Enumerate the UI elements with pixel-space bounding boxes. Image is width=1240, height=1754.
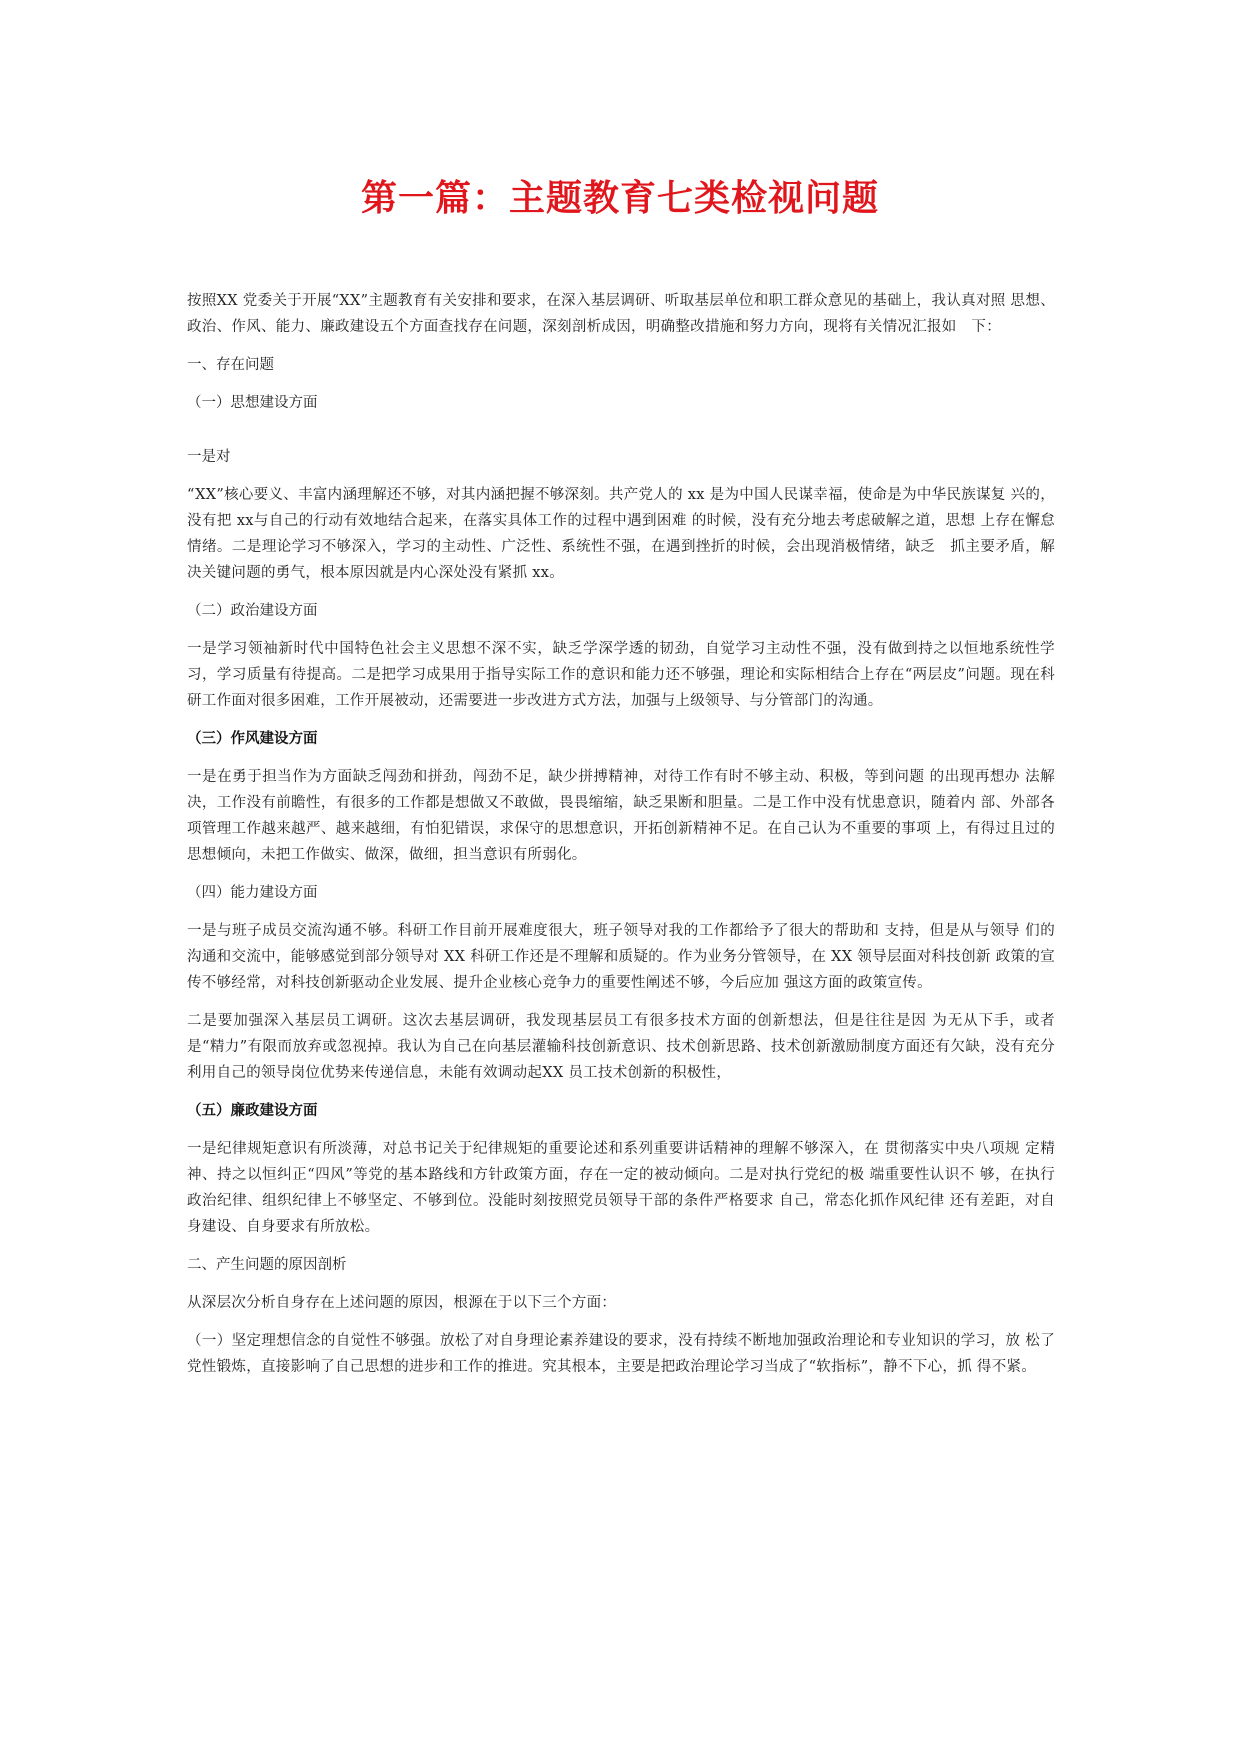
paragraph-ability-2: 二是要加强深入基层员工调研。这次去基层调研，我发现基层员工有很多技术方面的创新想法，但是往往是因 为无从下手，或者是“精力”有限而放弃或忽视掉。我认为自己在向基层灌输科技创新意识、技术创新思路、技术创新激励制度方面还有欠缺，没有充分利用自己的领导岗位优势来传递信息，未能有效调动起XX 员工技术创新的积极性， [187, 1013, 1055, 1081]
subsection-heading-ability: （四）能力建设方面 [187, 885, 318, 901]
document-body [187, 288, 1055, 1392]
paragraph-integrity: 一是纪律规矩意识有所淡薄，对总书记关于纪律规矩的重要论述和系列重要讲话精神的理解不够深入，在 贯彻落实中央八项规 定精神、持之以恒纠正“四风”等党的基本路线和方针政策方面，存在一定的被动倾向。二是对执行党纪的极 端重要性认识不 够，在执行政治纪律、组织纪律上不够坚定、不够到位。没能时刻按照党员领导干部的条件严格要求 自己，常态化抓作风纪律 还有差距，对自身建设、自身要求有所放松。 [187, 1141, 1055, 1235]
subsection-heading-politics: （二）政治建设方面 [187, 603, 318, 619]
paragraph-politics: 一是学习领袖新时代中国特色社会主义思想不深不实，缺乏学深学透的韧劲，自觉学习主动性不强，没有做到持之以恒地系统性学习，学习质量有待提高。二是把学习成果用于指导实际工作的意识和能力还不够强，理论和实际相结合上存在“两层皮”问题。现在科研工作面对很多困难，工作开展被动，还需要进一步改进方式方法，加强与上级领导、与分管部门的沟通。 [187, 641, 1055, 709]
subsection-heading-ideology: （一）思想建设方面 [187, 395, 318, 411]
paragraph-ability-1: 一是与班子成员交流沟通不够。科研工作目前开展难度很大，班子领导对我的工作都给予了很大的帮助和 支持，但是从与领导 们的沟通和交流中，能够感觉到部分领导对 XX 科研工作还是不理解和质疑的。作为业务分管领导，在 XX 领导层面对科技创新 政策的宣传不够经常，对科技创新驱动企业发展、提升企业核心竞争力的重要性阐述不够，今后应加 强这方面的政策宣传。 [187, 923, 1055, 991]
paragraph-causes-1: （一）坚定理想信念的自觉性不够强。放松了对自身理论素养建设的要求，没有持续不断地加强政治理论和专业知识的学习，放 松了党性锻炼，直接影响了自己思想的进步和工作的推进。究其根本，主要是把政治理论学习当成了“软指标”，静不下心，抓 得不紧。 [187, 1333, 1055, 1375]
section-heading-causes: 二、产生问题的原因剖析 [187, 1257, 347, 1273]
subsection-heading-integrity: （五）廉政建设方面 [187, 1103, 318, 1119]
paragraph-ideology: “XX”核心要义、丰富内涵理解还不够，对其内涵把握不够深刻。共产党人的 xx 是为中国人民谋幸福，使命是为中华民族谋复 兴的，没有把 xx与自己的行动有效地结合起来，在落实具体工作的过程中遇到困难 的时候，没有充分地去考虑破解之道，思想 上存在懈怠情绪。二是理论学习不够深入，学习的主动性、广泛性、系统性不强，在遇到挫折的时候，会出现消极情绪，缺乏 抓主要矛盾，解决关键问题的勇气，根本原因就是内心深处没有紧抓 xx。 [187, 487, 1055, 581]
subsection-heading-style: （三）作风建设方面 [187, 731, 318, 747]
paragraph-causes-intro: 从深层次分析自身存在上述问题的原因，根源在于以下三个方面： [187, 1295, 617, 1311]
document-title: 第一篇：主题教育七类检视问题 [360, 178, 879, 219]
intro-paragraph: 按照XX 党委关于开展“XX”主题教育有关安排和要求，在深入基层调研、听取基层单位和职工群众意见的基础上，我认真对照 思想、政治、作风、能力、廉政建设五个方面查找存在问题，深刻剖析成因，明确整改措施和努力方向，现将有关情况汇报如 下： [187, 293, 1055, 335]
section-heading-problems: 一、存在问题 [187, 357, 274, 373]
paragraph-lead: 一是对 [187, 449, 231, 465]
paragraph-style: 一是在勇于担当作为方面缺乏闯劲和拼劲，闯劲不足，缺少拼搏精神，对待工作有时不够主动、积极，等到问题 的出现再想办 法解决，工作没有前瞻性，有很多的工作都是想做又不敢做，畏畏缩缩，缺乏果断和胆量。二是工作中没有忧患意识，随着内 部、外部各项管理工作越来越严、越来越细，有怕犯错误，求保守的思想意识，开拓创新精神不足。在自己认为不重要的事项 上，有得过且过的思想倾向，未把工作做实、做深，做细，担当意识有所弱化。 [187, 769, 1055, 863]
